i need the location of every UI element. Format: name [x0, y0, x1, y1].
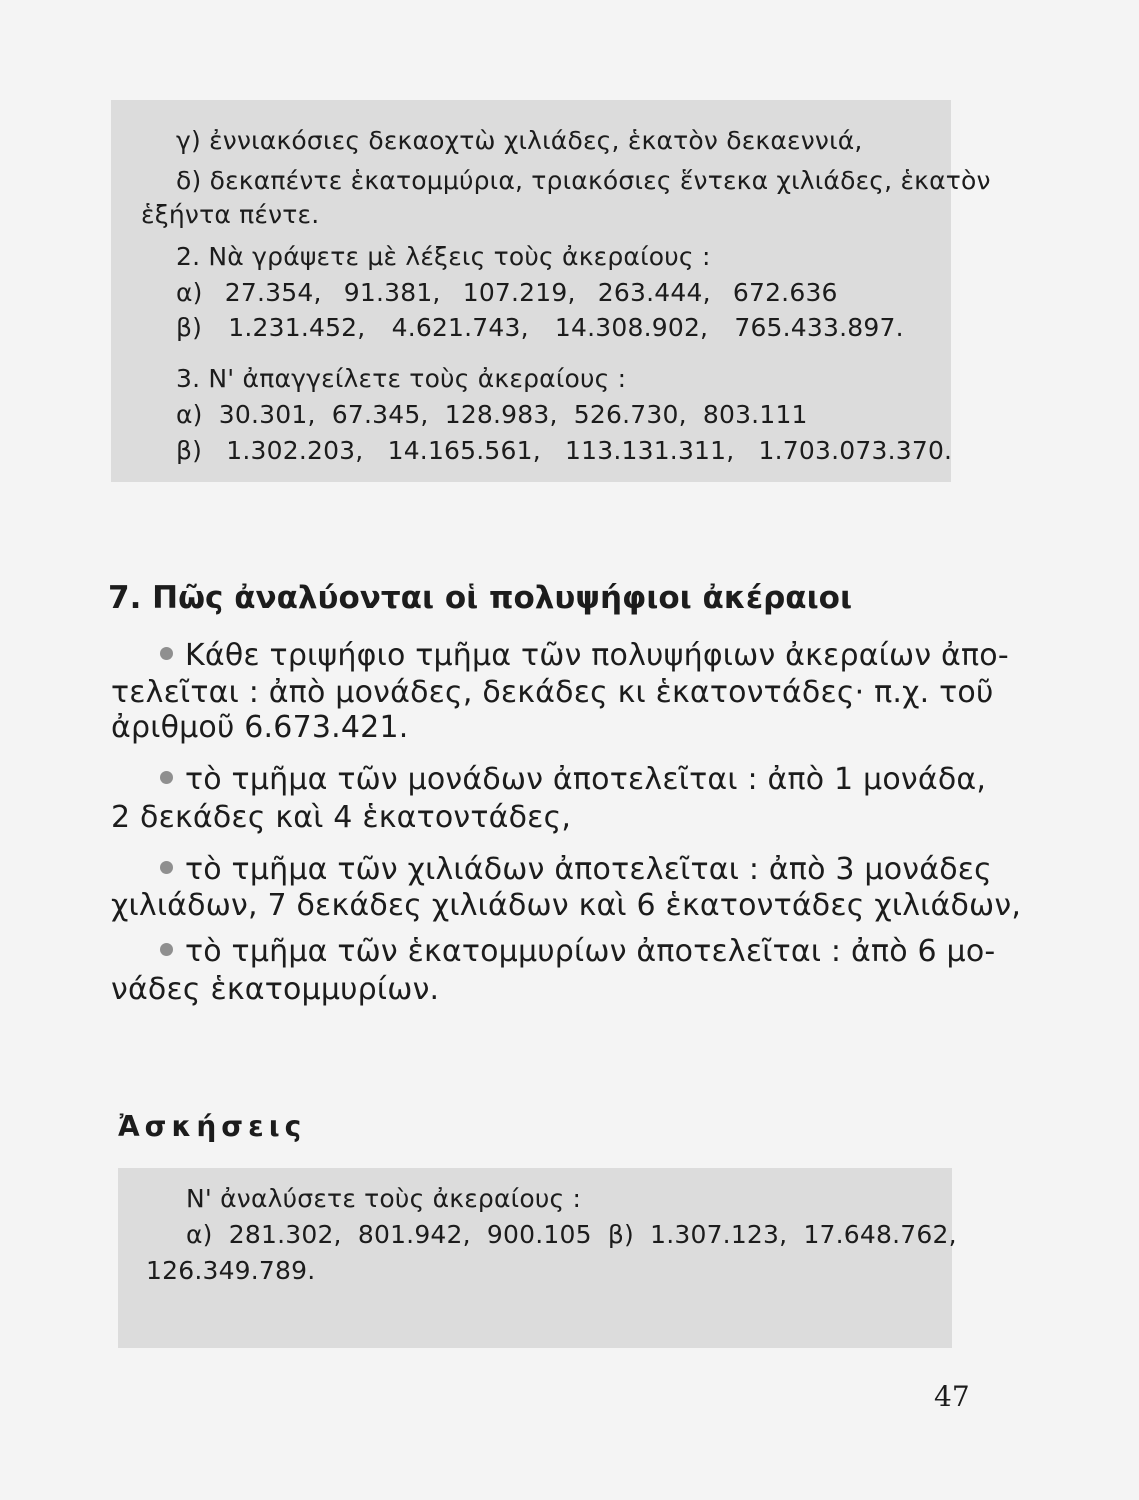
exercises-heading: Ἀσκήσεις [118, 1110, 307, 1143]
exercise-2-a: α) 27.354, 91.381, 107.219, 263.444, 672.636 [176, 278, 838, 307]
paragraph-4-line2: νάδες ἑκατομμυρίων. [111, 972, 440, 1007]
exercise-3-a: α) 30.301, 67.345, 128.983, 526.730, 803.111 [176, 400, 808, 429]
bullet-icon [160, 647, 173, 660]
paragraph-3-line1 [160, 852, 992, 887]
bullet-icon [160, 943, 173, 956]
bullet-icon [160, 861, 173, 874]
paragraph-4-text: τὸ τμῆμα τῶν ἑκατομμυρίων ἀποτελεῖται : ἀπὸ 6 μο- [185, 934, 996, 969]
paragraph-2-line2: 2 δεκάδες καὶ 4 ἑκατοντάδες, [111, 800, 572, 835]
page-number: 47 [934, 1380, 970, 1413]
paragraph-4-line1 [160, 934, 995, 969]
paragraph-3-text: τὸ τμῆμα τῶν χιλιάδων ἀποτελεῖται : ἀπὸ 3 μονάδες [185, 852, 992, 887]
paragraph-3-line2: χιλιάδων, 7 δεκάδες χιλιάδων καὶ 6 ἑκατοντάδες χιλιάδων, [111, 888, 1022, 923]
exercise-3-title: 3. Ν' ἀπαγγείλετε τοὺς ἀκεραίους : [176, 364, 627, 393]
exercise-numbers-line2: 126.349.789. [146, 1256, 316, 1285]
exercise-instruction: Ν' ἀναλύσετε τοὺς ἀκεραίους : [186, 1184, 582, 1213]
exercise-1-delta-line2: ἑξήντα πέντε. [141, 200, 320, 229]
exercise-3-b: β) 1.302.203, 14.165.561, 113.131.311, 1.703.073.370. [176, 436, 953, 465]
paragraph-1-line2: τελεῖται : ἀπὸ μονάδες, δεκάδες κι ἑκατοντάδες· π.χ. τοῦ [111, 675, 994, 710]
paragraph-2-line1 [160, 762, 986, 797]
paragraph-2-text: τὸ τμῆμα τῶν μονάδων ἀποτελεῖται : ἀπὸ 1 μονάδα, [185, 762, 987, 797]
paragraph-1-text: Κάθε τριψήφιο τμῆμα τῶν πολυψήφιων ἀκεραίων ἀπο- [185, 638, 1009, 673]
paragraph-1-line1 [160, 638, 1009, 673]
exercise-1-delta-line1: δ) δεκαπέντε ἑκατομμύρια, τριακόσιες ἕντεκα χιλιάδες, ἑκατὸν [176, 166, 991, 195]
exercise-2-b: β) 1.231.452, 4.621.743, 14.308.902, 765.433.897. [176, 313, 904, 342]
exercise-1-gamma: γ) ἐννιακόσιες δεκαοχτὼ χιλιάδες, ἑκατὸν δεκαεννιά, [176, 126, 863, 155]
exercise-numbers-line1: α) 281.302, 801.942, 900.105 β) 1.307.123, 17.648.762, [186, 1220, 957, 1249]
bullet-icon [160, 771, 173, 784]
exercise-2-title: 2. Νὰ γράψετε μὲ λέξεις τοὺς ἀκεραίους : [176, 242, 711, 271]
paragraph-1-line3: ἀριθμοῦ 6.673.421. [111, 710, 409, 745]
section-heading: 7. Πῶς ἀναλύονται οἱ πολυψήφιοι ἀκέραιοι [108, 580, 853, 616]
